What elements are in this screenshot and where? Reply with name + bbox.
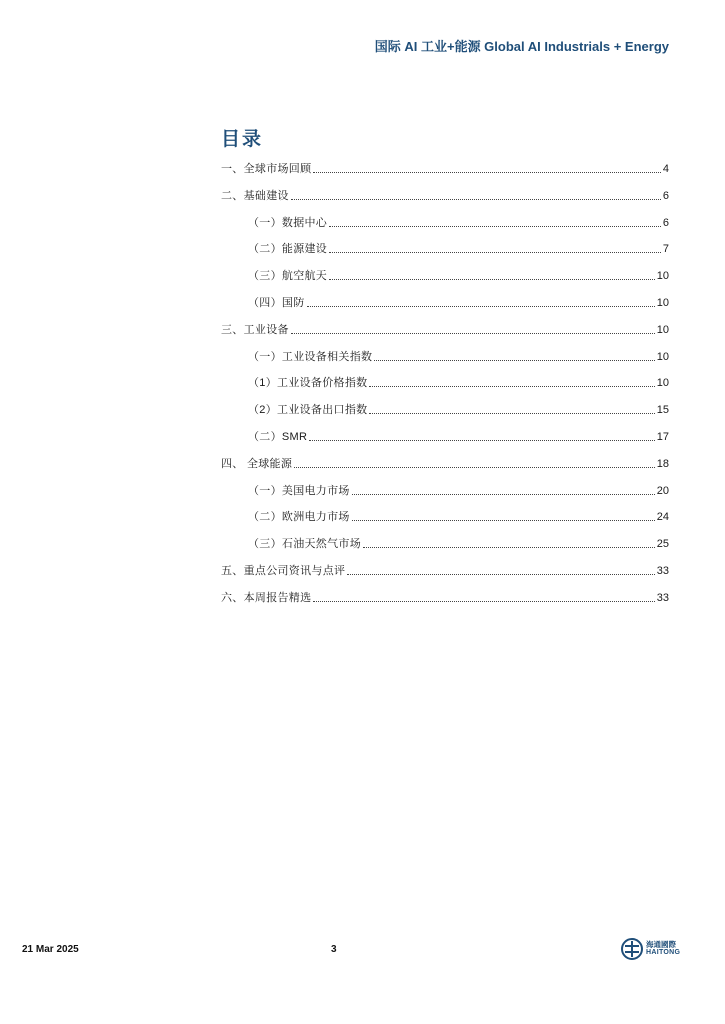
toc-entry[interactable] [248, 370, 669, 390]
toc-entry[interactable] [248, 478, 669, 498]
footer-date: 21 Mar 2025 [22, 944, 79, 955]
toc-dot-leader [329, 226, 661, 227]
haitong-logo-icon [621, 938, 643, 960]
toc-dot-leader [309, 440, 655, 441]
toc-entry[interactable] [248, 424, 669, 444]
toc-dot-leader [329, 252, 661, 253]
toc-entry-page: 7 [662, 243, 669, 256]
toc-entry[interactable] [248, 263, 669, 283]
toc-entry[interactable] [248, 504, 669, 524]
toc-dot-leader [313, 601, 654, 602]
toc-entry[interactable] [248, 397, 669, 417]
toc-entry-page: 25 [656, 538, 669, 551]
toc-entry-page: 10 [656, 270, 669, 283]
toc-entry[interactable] [221, 451, 669, 471]
toc-entry-page: 17 [656, 431, 669, 443]
logo-text-en: HAITONG [646, 949, 681, 956]
toc-entry[interactable] [221, 183, 669, 203]
toc-entry-page: 18 [656, 457, 669, 470]
toc-entry-label: 三、工业设备 [221, 323, 289, 336]
toc-entry-page: 6 [662, 216, 669, 229]
toc-dot-leader [291, 333, 655, 334]
toc-entry-page: 33 [656, 591, 669, 604]
toc-dot-leader [369, 386, 654, 387]
toc-dot-leader [329, 279, 655, 280]
toc-entry-page: 15 [656, 404, 669, 417]
toc-entry-page: 10 [656, 297, 669, 309]
toc-entry[interactable] [221, 558, 669, 578]
toc-entry-label: （四）国防 [248, 297, 305, 309]
toc-entry-label: （二）SMR [248, 431, 308, 443]
toc-entry-page: 20 [656, 484, 669, 497]
toc-entry[interactable] [248, 531, 669, 551]
toc-dot-leader [352, 494, 655, 495]
toc-entry-label: （一）工业设备相关指数 [248, 350, 373, 363]
toc-entry-page: 10 [656, 377, 669, 390]
toc-entry-label: 六、本周报告精选 [221, 591, 312, 604]
toc-entry-label: （二）欧洲电力市场 [248, 511, 350, 524]
toc-entry-label: （一）数据中心 [248, 216, 328, 229]
haitong-logo [621, 938, 680, 960]
toc-entry-page: 10 [656, 323, 669, 336]
toc-entry-label: （一）美国电力市场 [248, 484, 350, 497]
toc-title: 目录 [221, 129, 264, 150]
toc-entry-label: （2）工业设备出口指数 [248, 404, 368, 417]
report-header-title: 国际 AI 工业+能源 Global AI Industrials + Energy [374, 39, 669, 54]
toc-entry-label: （三）石油天然气市场 [248, 538, 361, 551]
toc-dot-leader [369, 413, 654, 414]
toc-entry[interactable] [248, 210, 669, 230]
toc-entry[interactable] [248, 290, 669, 310]
toc-dot-leader [352, 520, 655, 521]
toc-entry-label: 五、重点公司资讯与点评 [221, 565, 346, 577]
toc-dot-leader [291, 199, 661, 200]
toc-dot-leader [307, 306, 655, 307]
logo-text-cn: 海通國際 [646, 940, 676, 949]
toc-entry[interactable] [248, 236, 669, 256]
toc-entry[interactable] [221, 585, 669, 605]
toc-entry-label: （1）工业设备价格指数 [248, 377, 368, 390]
toc-dot-leader [313, 172, 660, 173]
toc-dot-leader [374, 360, 654, 361]
toc-dot-leader [347, 574, 654, 575]
toc-entry-label: 一、全球市场回顾 [221, 163, 312, 175]
toc-entry-page: 6 [662, 189, 669, 202]
toc-entry-page: 33 [656, 565, 669, 577]
toc-entry[interactable] [221, 317, 669, 337]
toc-entry-page: 24 [656, 511, 669, 524]
toc-entry-label: （三）航空航天 [248, 270, 328, 283]
toc-dot-leader [363, 547, 655, 548]
toc-entry-label: 四、 全球能源 [221, 457, 293, 470]
toc-entry[interactable] [248, 344, 669, 364]
toc-entry-label: 二、基础建设 [221, 189, 289, 202]
toc-entry[interactable] [221, 156, 669, 176]
toc-entry-page: 4 [662, 163, 669, 175]
toc-entry-label: （二）能源建设 [248, 243, 328, 256]
toc-entry-page: 10 [656, 350, 669, 363]
toc-dot-leader [294, 467, 655, 468]
footer-page-number: 3 [331, 944, 337, 955]
